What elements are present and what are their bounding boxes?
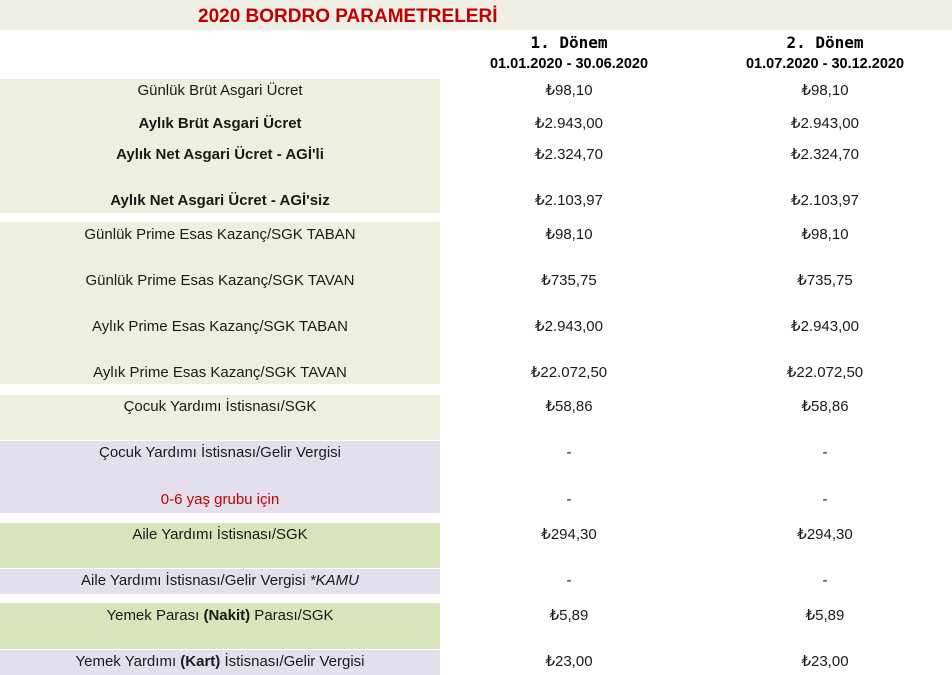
row-label-family-allowance-sgk: Aile Yardımı İstisnası/SGK — [132, 526, 308, 543]
row-label-daily-premium-floor: Günlük Prime Esas Kazanç/SGK TABAN — [84, 226, 356, 243]
page-title: 2020 BORDRO PARAMETRELERİ — [198, 6, 498, 27]
row-value-p2: ₺294,30 — [797, 526, 853, 543]
row-value-p1: ₺23,00 — [545, 653, 593, 670]
row-label-text-emphasis: (Nakit) — [203, 607, 251, 624]
row-label-monthly-net-without-agi: Aylık Net Asgari Ücret - AGİ'siz — [110, 192, 330, 209]
row-value-p1: ₺2.324,70 — [535, 146, 603, 163]
row-value-p1: - — [566, 491, 572, 508]
row-value-p2: ₺2.324,70 — [791, 146, 859, 163]
row-label-text-post: İstisnası/Gelir Vergisi — [220, 653, 365, 670]
row-value-p1: ₺2.103,97 — [535, 192, 603, 209]
row-label-meal-card-income-tax — [0, 652, 440, 672]
row-value-p1: ₺294,30 — [541, 526, 597, 543]
row-label-text-pre: Yemek Parası — [106, 607, 204, 624]
row-value-p2: - — [822, 491, 828, 508]
period-1-range: 01.01.2020 - 30.06.2020 — [489, 56, 649, 72]
row-label-daily-gross-min-wage: Günlük Brüt Asgari Ücret — [137, 82, 303, 99]
row-value-p2: ₺2.943,00 — [791, 115, 859, 132]
row-value-p1: ₺98,10 — [545, 226, 593, 243]
row-value-p1: - — [566, 572, 572, 589]
row-value-p2: - — [822, 444, 828, 461]
row-value-p1: ₺735,75 — [541, 272, 597, 289]
row-value-p2: ₺22.072,50 — [786, 364, 864, 381]
row-label-age-0-6-note: 0-6 yaş grubu için — [160, 491, 280, 508]
period-2-range: 01.07.2020 - 30.12.2020 — [745, 56, 905, 72]
row-label-child-allowance-sgk: Çocuk Yardımı İstisnası/SGK — [123, 398, 317, 415]
row-value-p1: ₺22.072,50 — [530, 364, 608, 381]
row-label-text-post: Parası/SGK — [250, 607, 334, 624]
row-value-p2: ₺98,10 — [801, 226, 849, 243]
label-block-premium — [0, 222, 440, 384]
row-label-daily-premium-ceiling: Günlük Prime Esas Kazanç/SGK TAVAN — [85, 272, 355, 289]
row-label-text-pre: Yemek Yardımı — [75, 653, 181, 670]
row-label-family-allowance-income-tax — [0, 571, 440, 591]
row-label-text-emphasis: (Kart) — [180, 653, 221, 670]
period-1-header — [449, 33, 689, 72]
row-value-p2: ₺735,75 — [797, 272, 853, 289]
row-value-p1: ₺5,89 — [549, 607, 589, 624]
period-2-label: 2. Dönem — [786, 33, 864, 52]
row-label-monthly-net-with-agi: Aylık Net Asgari Ücret - AGİ'li — [116, 146, 324, 163]
row-label-monthly-premium-floor: Aylık Prime Esas Kazanç/SGK TABAN — [92, 318, 348, 335]
row-label-monthly-premium-ceiling: Aylık Prime Esas Kazanç/SGK TAVAN — [93, 364, 347, 381]
row-label-monthly-gross-min-wage: Aylık Brüt Asgari Ücret — [138, 115, 302, 132]
kamu-note: *KAMU — [309, 572, 359, 589]
row-label-meal-cash-sgk — [0, 606, 440, 626]
row-value-p2: - — [822, 572, 828, 589]
period-2-header — [705, 33, 945, 72]
row-value-p2: ₺58,86 — [801, 398, 849, 415]
row-value-p2: ₺2.943,00 — [791, 318, 859, 335]
period-1-label: 1. Dönem — [530, 33, 608, 52]
row-value-p1: - — [566, 444, 572, 461]
row-value-p2: ₺5,89 — [805, 607, 845, 624]
row-value-p2: ₺2.103,97 — [791, 192, 859, 209]
row-value-p2: ₺98,10 — [801, 82, 849, 99]
row-value-p1: ₺58,86 — [545, 398, 593, 415]
row-label-child-allowance-income-tax: Çocuk Yardımı İstisnası/Gelir Vergisi — [98, 444, 342, 461]
row-value-p2: ₺23,00 — [801, 653, 849, 670]
row-value-p1: ₺2.943,00 — [535, 318, 603, 335]
row-label-text: Aile Yardımı İstisnası/Gelir Vergisi — [81, 572, 310, 589]
row-value-p1: ₺98,10 — [545, 82, 593, 99]
row-value-p1: ₺2.943,00 — [535, 115, 603, 132]
